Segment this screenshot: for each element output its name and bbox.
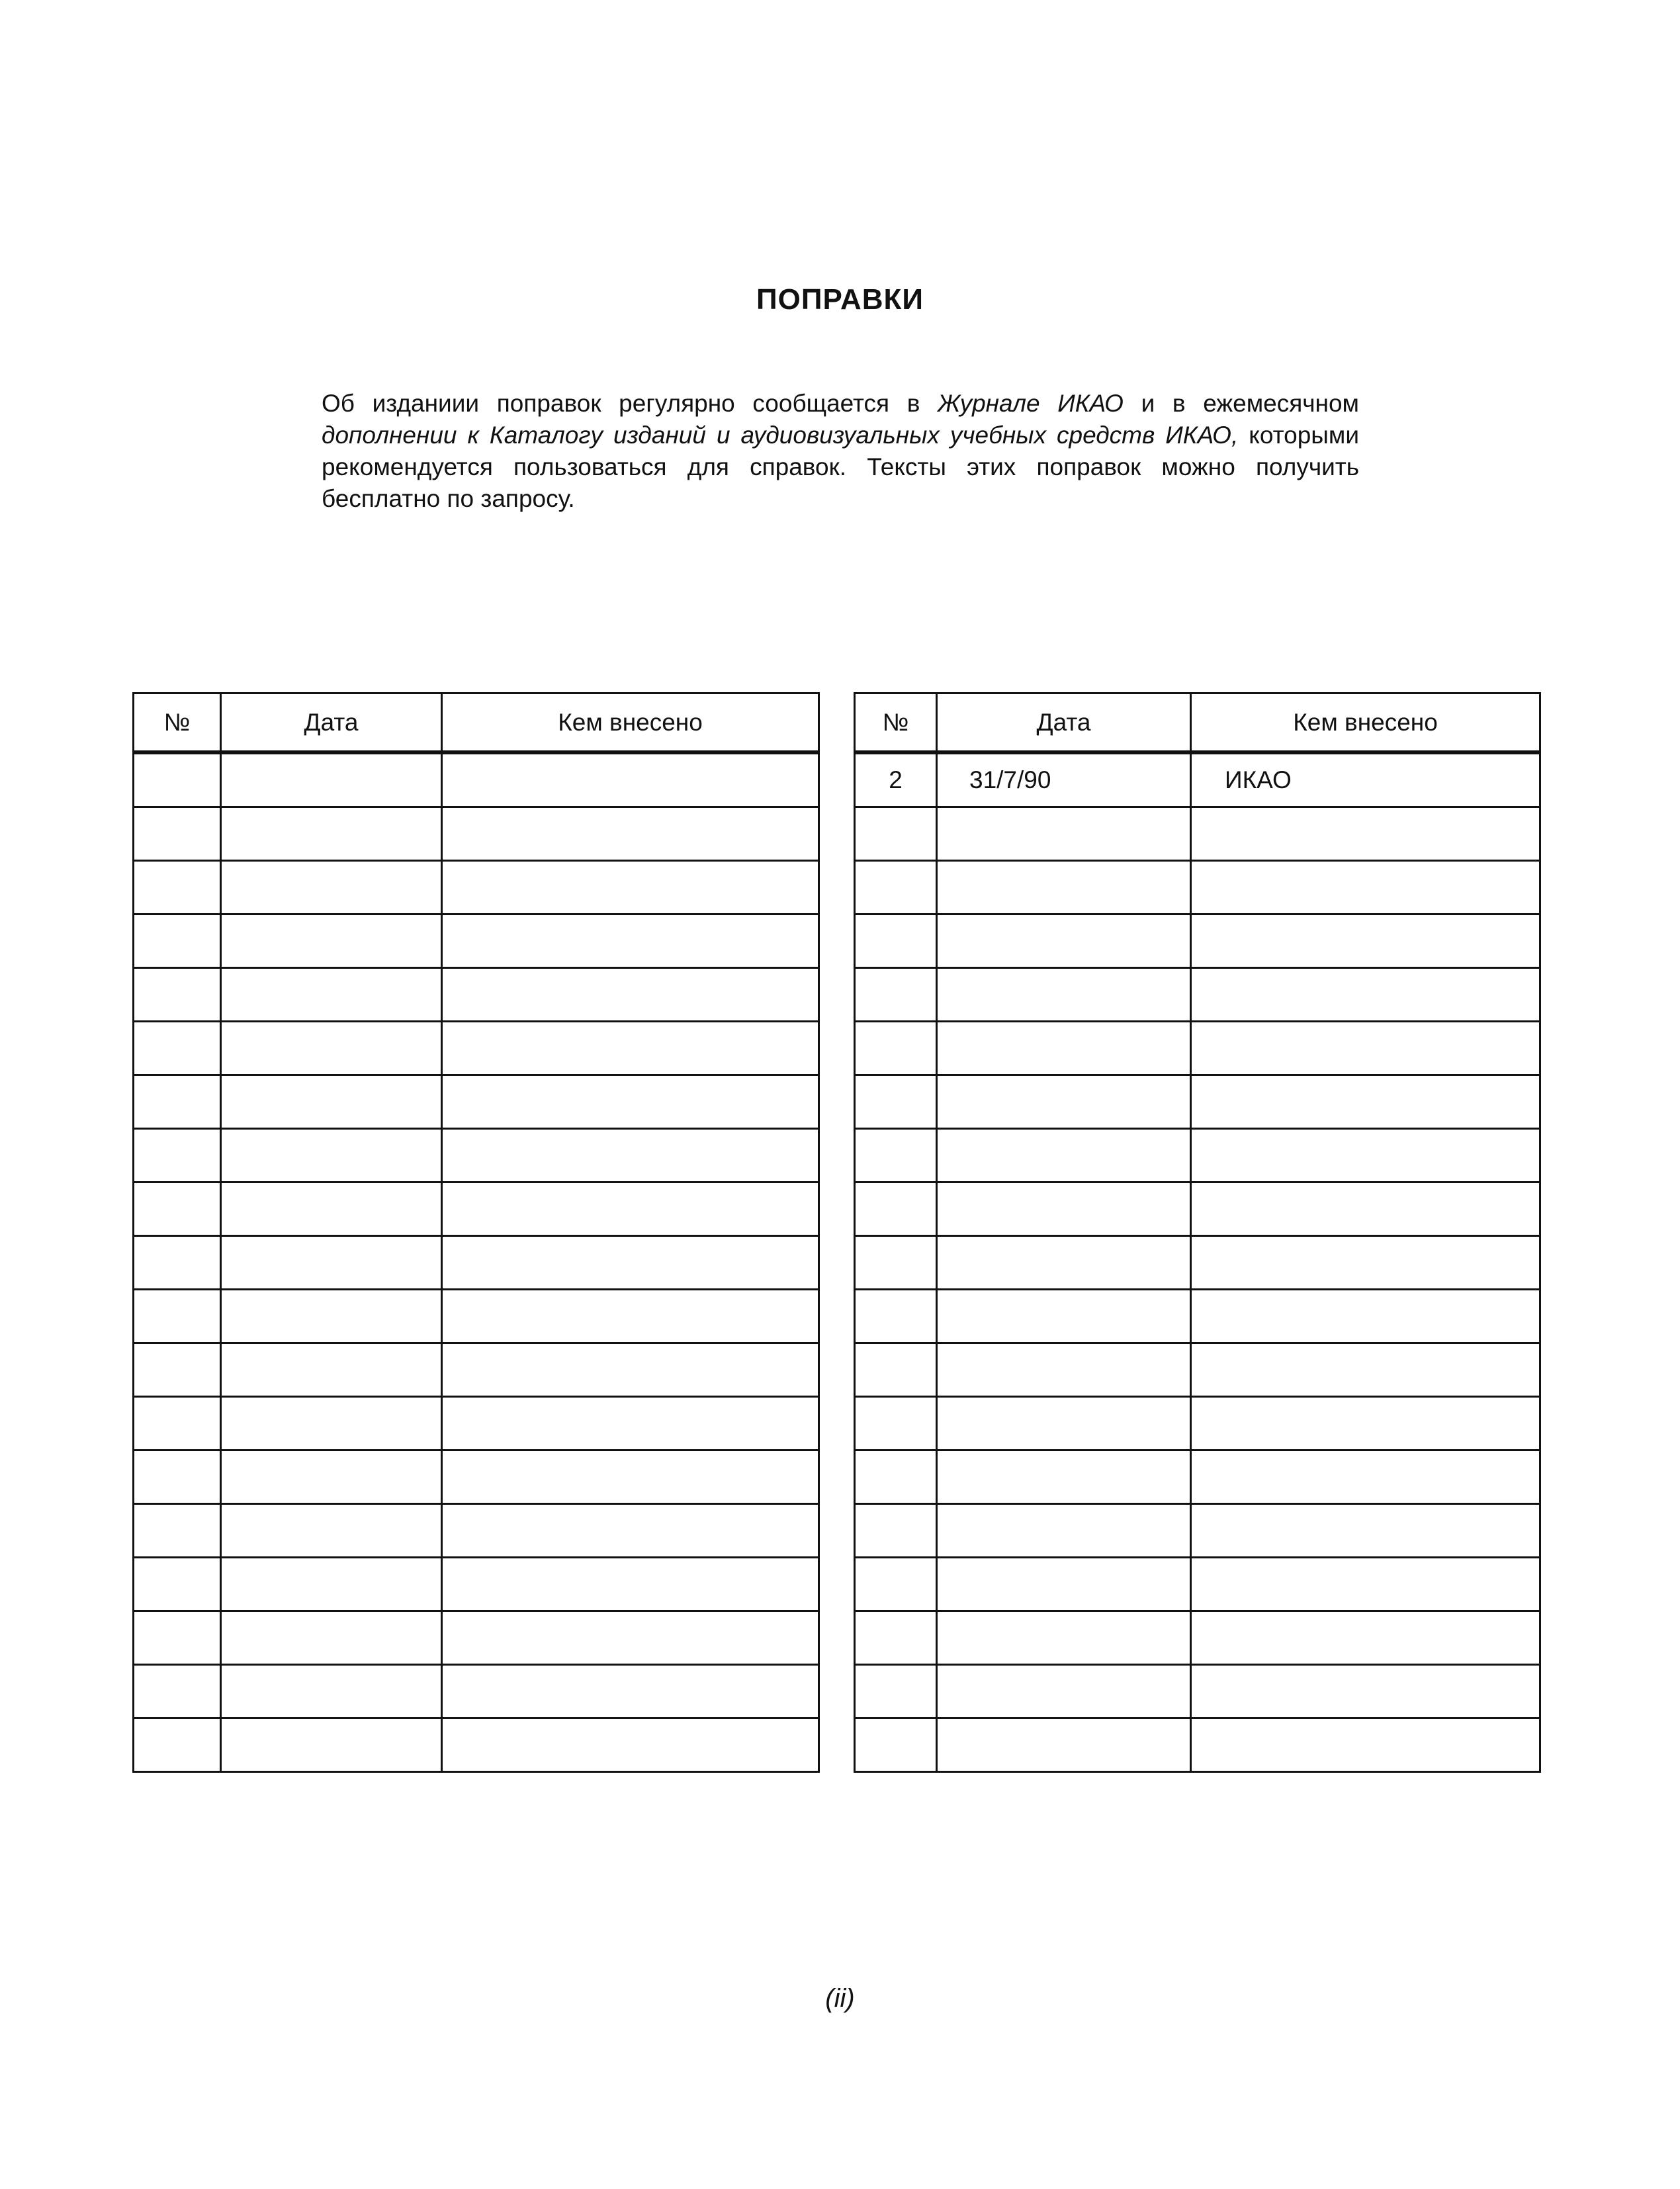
cell-entered-by	[1191, 1397, 1540, 1451]
cell-date	[221, 752, 442, 807]
cell-number	[855, 1075, 937, 1129]
cell-entered-by	[442, 1558, 819, 1611]
cell-entered-by	[1191, 1504, 1540, 1558]
cell-entered-by	[442, 968, 819, 1022]
journal-title: Журнале ИКАО	[938, 390, 1124, 417]
cell-number	[134, 1665, 221, 1719]
cell-entered-by	[1191, 1343, 1540, 1397]
table-row	[134, 752, 819, 807]
cell-date	[221, 1504, 442, 1558]
cell-date	[221, 1558, 442, 1611]
table-row	[855, 1665, 1540, 1719]
cell-entered-by	[1191, 1022, 1540, 1075]
cell-date	[937, 861, 1191, 915]
table-row	[855, 1022, 1540, 1075]
cell-number	[855, 1558, 937, 1611]
table-row	[855, 1129, 1540, 1183]
cell-entered-by	[1191, 1290, 1540, 1343]
cell-number	[134, 1719, 221, 1772]
cell-date	[937, 1022, 1191, 1075]
cell-number: 2	[855, 752, 937, 807]
catalogue-supplement-title: дополнении к Каталогу изданий и аудиовизуальных учебных средств ИКАО,	[322, 422, 1239, 449]
table-row	[134, 1719, 819, 1772]
table-row	[134, 1397, 819, 1451]
table-row	[134, 1343, 819, 1397]
table-row	[134, 1504, 819, 1558]
cell-number	[134, 1075, 221, 1129]
cell-number	[134, 968, 221, 1022]
cell-entered-by	[442, 1075, 819, 1129]
cell-entered-by	[1191, 1236, 1540, 1290]
amendments-table-left	[132, 692, 820, 1773]
cell-number	[134, 915, 221, 968]
cell-entered-by	[1191, 1129, 1540, 1183]
cell-entered-by	[1191, 1451, 1540, 1504]
table-row	[855, 968, 1540, 1022]
cell-date	[937, 968, 1191, 1022]
intro-text-1: Об изданиии поправок регулярно сообщается в	[322, 390, 938, 417]
table-row	[855, 1290, 1540, 1343]
cell-number	[855, 1290, 937, 1343]
cell-number	[134, 1183, 221, 1236]
cell-date	[221, 1665, 442, 1719]
cell-entered-by	[1191, 1719, 1540, 1772]
table-row	[855, 752, 1540, 807]
cell-entered-by	[442, 1022, 819, 1075]
table-row	[855, 915, 1540, 968]
cell-date	[937, 1397, 1191, 1451]
table-row	[134, 1611, 819, 1665]
cell-date	[937, 1183, 1191, 1236]
cell-number	[855, 968, 937, 1022]
cell-entered-by	[1191, 1558, 1540, 1611]
cell-number	[855, 807, 937, 861]
intro-paragraph	[322, 388, 1359, 515]
table-row	[134, 1451, 819, 1504]
page-title: ПОПРАВКИ	[756, 283, 924, 316]
cell-number	[855, 1504, 937, 1558]
table-row	[134, 1022, 819, 1075]
cell-entered-by	[442, 1719, 819, 1772]
cell-entered-by	[1191, 861, 1540, 915]
table-row	[134, 1236, 819, 1290]
table-row	[855, 807, 1540, 861]
table-row	[134, 915, 819, 968]
cell-date	[221, 861, 442, 915]
cell-number	[134, 1022, 221, 1075]
cell-entered-by	[442, 1665, 819, 1719]
intro-text-2: и в ежемесячном	[1123, 390, 1359, 417]
table-row	[134, 1290, 819, 1343]
cell-date	[937, 1504, 1191, 1558]
cell-entered-by	[442, 1611, 819, 1665]
cell-date	[937, 915, 1191, 968]
table-row	[134, 861, 819, 915]
cell-date	[937, 807, 1191, 861]
cell-date	[221, 1075, 442, 1129]
table-row	[855, 1343, 1540, 1397]
cell-number	[134, 752, 221, 807]
table-row	[855, 1558, 1540, 1611]
cell-entered-by	[1191, 915, 1540, 968]
intro-text-3: которыми рекомендуется пользоваться для справок. Тексты этих поправок можно получить бесплатно по запросу.	[322, 422, 1359, 512]
cell-number	[134, 861, 221, 915]
cell-date	[221, 1611, 442, 1665]
table-row	[855, 1183, 1540, 1236]
cell-date	[937, 1290, 1191, 1343]
cell-number	[855, 1611, 937, 1665]
cell-date	[221, 1022, 442, 1075]
table-row	[134, 807, 819, 861]
table-body	[855, 752, 1540, 1772]
table-row	[134, 1183, 819, 1236]
header-number: №	[134, 693, 221, 753]
cell-entered-by	[442, 915, 819, 968]
cell-entered-by	[1191, 1075, 1540, 1129]
table-row	[855, 1451, 1540, 1504]
cell-number	[134, 1504, 221, 1558]
cell-entered-by	[1191, 1611, 1540, 1665]
cell-date	[937, 1451, 1191, 1504]
table-body	[134, 752, 819, 1772]
table-row	[855, 1075, 1540, 1129]
table-row	[134, 968, 819, 1022]
table-row	[134, 1558, 819, 1611]
cell-entered-by	[442, 1183, 819, 1236]
cell-date	[221, 1719, 442, 1772]
cell-number	[134, 1558, 221, 1611]
cell-entered-by	[442, 1343, 819, 1397]
cell-number	[134, 807, 221, 861]
table-row	[134, 1075, 819, 1129]
cell-date	[937, 1611, 1191, 1665]
cell-number	[134, 1290, 221, 1343]
cell-entered-by	[442, 1451, 819, 1504]
table-header-row	[855, 693, 1540, 753]
cell-entered-by	[442, 752, 819, 807]
cell-number	[855, 1129, 937, 1183]
header-date: Дата	[221, 693, 442, 753]
cell-date	[937, 1129, 1191, 1183]
cell-number	[134, 1129, 221, 1183]
cell-entered-by: ИКАО	[1191, 752, 1540, 807]
cell-entered-by	[1191, 968, 1540, 1022]
cell-entered-by	[442, 1236, 819, 1290]
cell-date	[221, 1183, 442, 1236]
header-date: Дата	[937, 693, 1191, 753]
cell-number	[855, 1343, 937, 1397]
header-entered-by: Кем внесено	[442, 693, 819, 753]
table-header-row	[134, 693, 819, 753]
cell-date	[221, 915, 442, 968]
cell-entered-by	[442, 1129, 819, 1183]
cell-entered-by	[1191, 807, 1540, 861]
cell-date	[221, 1236, 442, 1290]
cell-number	[855, 1183, 937, 1236]
cell-number	[134, 1343, 221, 1397]
cell-number	[855, 915, 937, 968]
cell-date	[221, 1129, 442, 1183]
cell-number	[855, 1236, 937, 1290]
cell-date	[221, 1397, 442, 1451]
cell-entered-by	[442, 1504, 819, 1558]
table-row	[855, 1719, 1540, 1772]
cell-entered-by	[442, 1397, 819, 1451]
cell-entered-by	[1191, 1665, 1540, 1719]
cell-date	[221, 807, 442, 861]
cell-date	[221, 1290, 442, 1343]
header-entered-by: Кем внесено	[1191, 693, 1540, 753]
table-row	[855, 1504, 1540, 1558]
cell-date	[937, 1665, 1191, 1719]
cell-number	[855, 1719, 937, 1772]
cell-number	[855, 1665, 937, 1719]
cell-number	[134, 1611, 221, 1665]
table-row	[855, 1397, 1540, 1451]
cell-date	[937, 1236, 1191, 1290]
cell-entered-by	[442, 1290, 819, 1343]
page-number: (ii)	[825, 1984, 855, 2013]
cell-date	[937, 1075, 1191, 1129]
cell-number	[134, 1397, 221, 1451]
cell-date	[221, 968, 442, 1022]
header-number: №	[855, 693, 937, 753]
table-row	[855, 861, 1540, 915]
cell-date	[937, 1558, 1191, 1611]
cell-number	[855, 861, 937, 915]
table-row	[134, 1129, 819, 1183]
cell-date	[221, 1343, 442, 1397]
cell-entered-by	[442, 807, 819, 861]
cell-number	[855, 1022, 937, 1075]
cell-number	[855, 1397, 937, 1451]
cell-number	[855, 1451, 937, 1504]
table-row	[855, 1611, 1540, 1665]
table-row	[134, 1665, 819, 1719]
cell-entered-by	[1191, 1183, 1540, 1236]
cell-entered-by	[442, 861, 819, 915]
cell-number	[134, 1451, 221, 1504]
amendments-table-right	[854, 692, 1541, 1773]
cell-date	[221, 1451, 442, 1504]
cell-date	[937, 1343, 1191, 1397]
cell-date	[937, 1719, 1191, 1772]
table-row	[855, 1236, 1540, 1290]
cell-number	[134, 1236, 221, 1290]
cell-date: 31/7/90	[937, 752, 1191, 807]
